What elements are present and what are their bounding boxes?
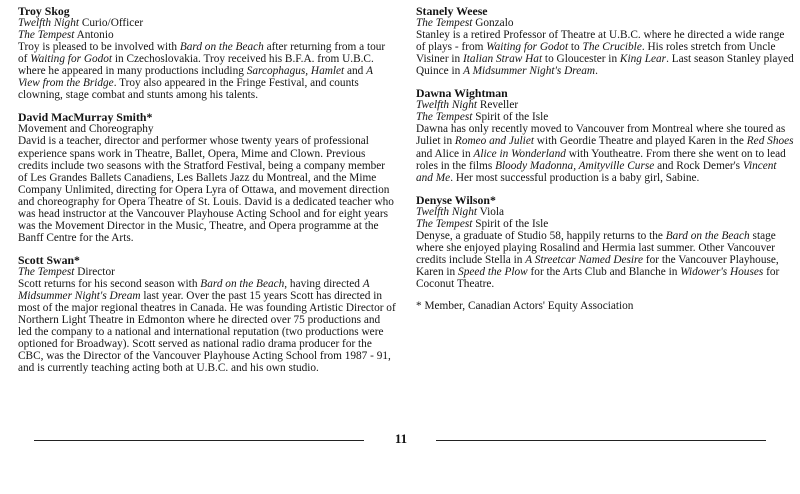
title-italic: Twelfth Night — [416, 99, 477, 112]
text-run: , having directed — [284, 277, 363, 290]
title-italic: A View from the Bridge — [18, 65, 373, 90]
text-run: and Rock Demer's — [654, 159, 743, 172]
text-run: stage where she enjoyed playing Rosalind and Hermia last summer. Other Vancouver credits include Stella in — [416, 229, 776, 266]
bio-entry — [18, 111, 396, 244]
title-italic: Italian Straw Hat — [463, 53, 543, 66]
text-run: Director — [74, 265, 115, 278]
biography-text — [416, 230, 794, 290]
title-italic: Bloody Madonna, Amityville Curse — [495, 159, 655, 172]
bio-entry — [18, 5, 396, 101]
title-italic: The Tempest — [18, 29, 75, 42]
title-italic: Speed the Plow — [458, 265, 528, 278]
title-italic: Red Shoes — [746, 135, 794, 148]
equity-footnote: * Member, Canadian Actors' Equity Association — [416, 300, 634, 313]
title-italic: Sarcophagus, Hamlet — [246, 65, 345, 78]
bio-entry — [416, 194, 794, 290]
text-run: last year. Over the past 15 years Scott has directed in most of the major regional theatres in Canada. He was founding Artistic Director of Northern Light Theatre in Edmonton where he directed over 75 productions and led the company to a national and international reputation (two productions were optioned for Broadway). Scott served as national radio drama producer for the CBC, was the Director of the Vancouver Playhouse Acting School from 1987 - 91, and is currently teaching acting both at U.B.C. and his own studio. — [18, 290, 396, 375]
bio-entry — [18, 254, 396, 374]
title-italic: King Lear — [619, 53, 667, 66]
text-run: Spirit of the Isle — [472, 217, 549, 230]
left-column — [18, 5, 396, 384]
text-run: Dawna has only recently moved to Vancouver from Montreal where she toured as Juliet in — [416, 123, 786, 148]
text-run: for the Arts Club and Blanche in — [527, 265, 681, 278]
text-run: with Geordie Theatre and played Karen in the — [533, 135, 747, 148]
role-credit — [416, 17, 794, 29]
footer-rule-left — [34, 440, 364, 441]
text-run: . Last season Stanley played Quince in — [416, 53, 794, 78]
text-run: . Troy also appeared in the Fringe Festival, and counts clowning, stage combat and stunts among his talents. — [18, 77, 359, 102]
title-italic: Bard on the Beach — [179, 41, 264, 54]
text-run: in Czechoslovakia. Troy received his B.F.A. from U.B.C. where he appeared in many productions including — [18, 53, 374, 78]
text-run: Reveller — [477, 99, 519, 112]
right-entries — [416, 5, 794, 290]
role-credit — [416, 218, 794, 230]
title-italic: Vincent and Me — [416, 159, 777, 184]
bio-entry — [416, 87, 794, 183]
performer-name: Dawna Wightman — [416, 86, 508, 101]
title-italic: The Crucible — [582, 41, 642, 54]
text-run: after returning from a tour of — [18, 41, 386, 66]
title-italic: Twelfth Night — [18, 17, 79, 30]
title-italic: Waiting for Godot — [30, 53, 113, 66]
bio-entry — [416, 5, 794, 77]
biography-text — [416, 123, 794, 183]
title-italic: The Tempest — [416, 217, 473, 230]
role-credit — [18, 266, 396, 278]
right-column — [416, 5, 794, 312]
text-run: Spirit of the Isle — [472, 111, 549, 124]
text-run: with Youtheatre. From there she went on to lead roles in the films — [416, 147, 786, 172]
performer-name: Denyse Wilson* — [416, 192, 496, 207]
role-credit — [416, 111, 794, 123]
text-run: Movement and Choreography — [18, 123, 154, 136]
text-run: Scott returns for his second season with — [18, 277, 201, 290]
text-run: Antonio — [74, 29, 114, 42]
title-italic: Twelfth Night — [416, 205, 477, 218]
performer-name: David MacMurray Smith* — [18, 110, 153, 125]
title-italic: The Tempest — [416, 111, 473, 124]
text-run: David is a teacher, director and performer whose twenty years of professional experience spans work in Theatre, Ballet, Opera, Mime and Clown. Previous credits include two seasons with the Stratford Festival, being a company member of Les Grandes Ballets Canadiens, Les Ballets Jazz du Montreal, and the Mime Company Unlimited, directing for Opera Lyra of Ottawa, and movement direction and choreography for Opera Theatre of St. Louis. David is a dedicated teacher who was head instructor at the Vancouver Playhouse Acting School and for eight years was the Movement Director in the Music, Theatre, and Opera programme at the Banff Centre for the Arts. — [18, 135, 394, 244]
role-credit — [18, 17, 396, 29]
text-run: to — [568, 41, 583, 54]
text-run: Troy is pleased to be involved with — [18, 41, 180, 54]
text-run: Stanley is a retired Professor of Theatre at U.B.C. where he directed a wide range of plays - from — [416, 29, 785, 54]
title-italic: A Streetcar Named Desire — [525, 253, 644, 266]
text-run: . His roles stretch from Uncle Visiner in — [416, 41, 776, 66]
biography-text — [18, 135, 396, 243]
text-run: for the Vancouver Playhouse, Karen in — [416, 253, 779, 278]
text-run: for Coconut Theatre. — [416, 265, 780, 290]
title-italic: Romeo and Juliet — [454, 135, 534, 148]
performer-name: Scott Swan* — [18, 252, 80, 267]
title-italic: Bard on the Beach — [665, 229, 750, 242]
text-run: and — [344, 65, 367, 78]
role-credit — [416, 99, 794, 111]
role-credit — [18, 123, 396, 135]
biography-text — [416, 29, 794, 77]
text-run: Viola — [477, 205, 505, 218]
text-run: . — [595, 65, 598, 78]
performer-name: Stanely Weese — [416, 4, 488, 18]
title-italic: A Midsummer Night's Dream — [463, 65, 596, 78]
title-italic: The Tempest — [416, 17, 473, 30]
biography-text — [18, 278, 396, 374]
footer-rule-right — [436, 440, 766, 441]
title-italic: Waiting for Godot — [486, 41, 569, 54]
role-credit — [18, 29, 396, 41]
text-run: Curio/Officer — [79, 17, 144, 30]
biography-text — [18, 41, 396, 101]
page-number: 11 — [394, 431, 408, 446]
text-run: to Gloucester in — [542, 53, 620, 66]
text-run: Denyse, a graduate of Studio 58, happily returns to the — [416, 229, 666, 242]
title-italic: Bard on the Beach — [200, 277, 285, 290]
title-italic: Widower's Houses — [680, 265, 764, 278]
title-italic: The Tempest — [18, 265, 75, 278]
title-italic: Alice in Wonderland — [473, 147, 566, 160]
title-italic: A Midsummer Night's Dream — [18, 277, 370, 303]
text-run: Gonzalo — [472, 17, 514, 30]
text-run: . Her most successful production is a baby girl, Sabine. — [450, 171, 700, 184]
role-credit — [416, 206, 794, 218]
text-run: and Alice in — [416, 147, 474, 160]
performer-name: Troy Skog — [18, 4, 70, 18]
